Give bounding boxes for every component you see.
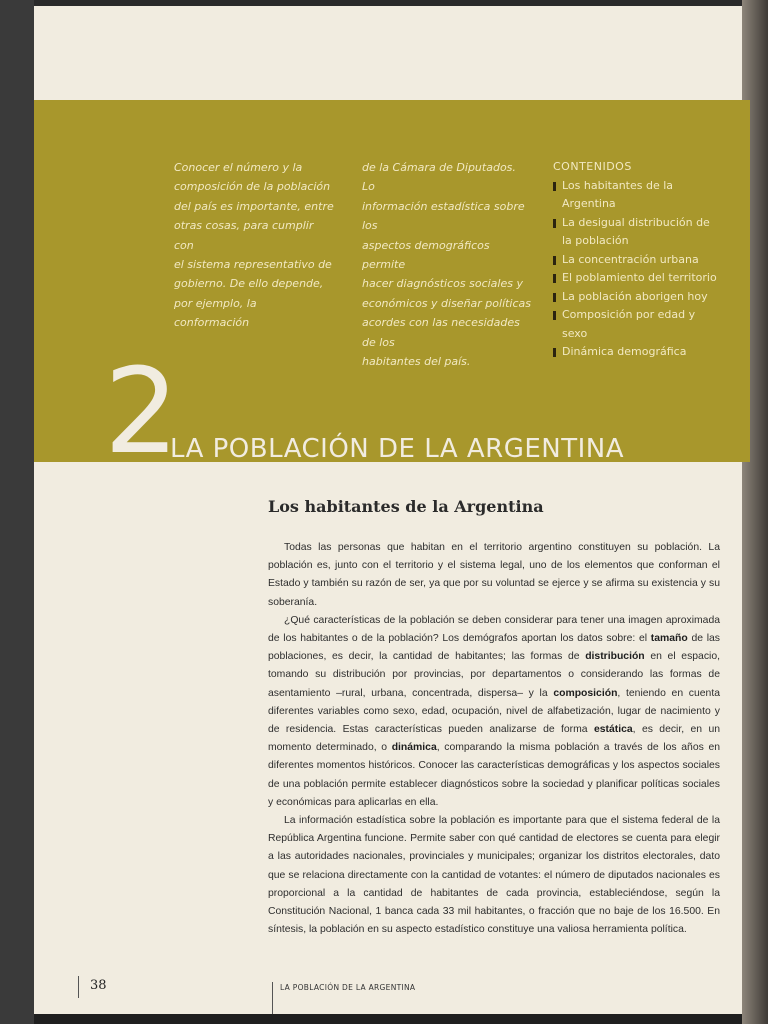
running-head: LA POBLACIÓN DE LA ARGENTINA [280,983,416,992]
contents-item [553,177,718,214]
contents-item [553,306,718,343]
key-term: tamaño [650,633,688,645]
contents-item-label: Los habitantes de la Argentina [562,178,674,210]
intro-column-2 [362,158,532,371]
bullet-icon [553,311,556,320]
contents-item-label: El poblamiento del territorio [562,271,717,284]
intro-line: otras cosas, para cumplir con [174,219,314,252]
intro-line: información estadística sobre los [362,199,525,233]
contents-item-label: La concentración urbana [562,252,699,266]
footer-rule [78,976,79,998]
contents-list [553,158,718,362]
contents-item-label: La desigual distribución de la población [562,215,710,247]
paragraph: ¿Qué características de la población se deben considerar para tener una imagen aproximada de los habitantes o de la población? Los demógrafos aportan los datos sobre: el tamaño de las poblaciones, es decir, la cantidad de habitantes; las formas de distribución en el espacio, tomando su distribución por provincias, por departamentos o considerando las formas de asentamiento –rural, urbana, concentrada, dispersa– y la composición, teniendo en cuenta diferentes variables como sexo, edad, ocupación, nivel de alfabetización, lugar de nacimiento y de residencia. Estas características pueden analizarse de forma estática, es decir, en un momento determinado, o dinámica, comparando la misma población a través de los años en diferentes momentos históricos. Conocer las características demográficas y los aspectos sociales de una población permite establecer diagnósticos sobre la sociedad y planificar políticas sociales y económicas para aplicarlas en ella. [268,614,721,808]
bullet-icon [553,256,556,265]
section-title: Los habitantes de la Argentina [268,497,544,516]
body-text [268,539,720,939]
contents-item [553,288,718,307]
intro-line: gobierno. De ello depende, [174,277,324,291]
footer-rule [272,982,273,1016]
intro-line: habitantes del país. [362,355,471,369]
intro-line: por ejemplo, la conformación [174,296,257,330]
key-term: dinámica [391,742,437,754]
contents-item-label: Composición por edad y sexo [562,308,696,340]
intro-column-1 [174,158,334,333]
key-term: distribución [585,651,645,663]
intro-line: acordes con las necesidades de los [362,316,520,349]
intro-line: aspectos demográficos permite [362,238,490,272]
key-term: estática [593,724,633,736]
intro-line: del país es importante, entre [174,199,334,213]
contents-item [553,214,718,251]
key-term: composición [553,687,618,699]
page-number: 38 [90,978,107,993]
intro-line: hacer diagnósticos sociales y [362,277,523,291]
bullet-icon [553,348,556,357]
intro-line: de la Cámara de Diputados. Lo [362,161,516,194]
bullet-icon [553,219,556,228]
intro-line: composición de la población [174,180,331,194]
contents-item-label: La población aborigen hoy [562,289,708,303]
chapter-title: LA POBLACIÓN DE LA ARGENTINA [170,434,625,464]
bottom-edge [34,1014,742,1024]
contents-heading: CONTENIDOS [553,160,632,173]
paragraph: Todas las personas que habitan en el territorio argentino constituyen su población. La población es, junto con el territorio y el sistema legal, uno de los elementos que conforman el Estado y también su razón de ser, ya que por su voluntad se ejerce y se afirma su existencia y su soberanía. [268,542,720,608]
bullet-icon [553,182,556,191]
contents-item-label: Dinámica demográfica [562,345,687,358]
intro-line: el sistema representativo de [174,258,332,272]
contents-item [553,343,718,362]
bullet-icon [553,293,556,302]
intro-line: Conocer el número y la [174,161,303,174]
bullet-icon [553,274,556,283]
intro-line: económicos y diseñar políticas [362,296,532,310]
contents-item [553,269,718,288]
chapter-number: 2 [104,342,180,480]
contents-item [553,251,718,270]
paragraph: La información estadística sobre la población es importante para que el sistema federal de la República Argentina funcione. Permite saber con qué cantidad de electores se cuenta para elegir a las autoridades nacionales, provinciales y municipales; organizar los distritos electorales, dato que se relaciona directamente con la cantidad de votantes: el número de diputados nacionales es proporcional a la cantidad de habitantes de cada provincia, estableciéndose, según la Constitución Nacional, 1 banca cada 33 mil habitantes, o fracción que no baje de los 16.500. En síntesis, la población en su aspecto estadístico constituye una valiosa herramienta política. [268,815,720,936]
